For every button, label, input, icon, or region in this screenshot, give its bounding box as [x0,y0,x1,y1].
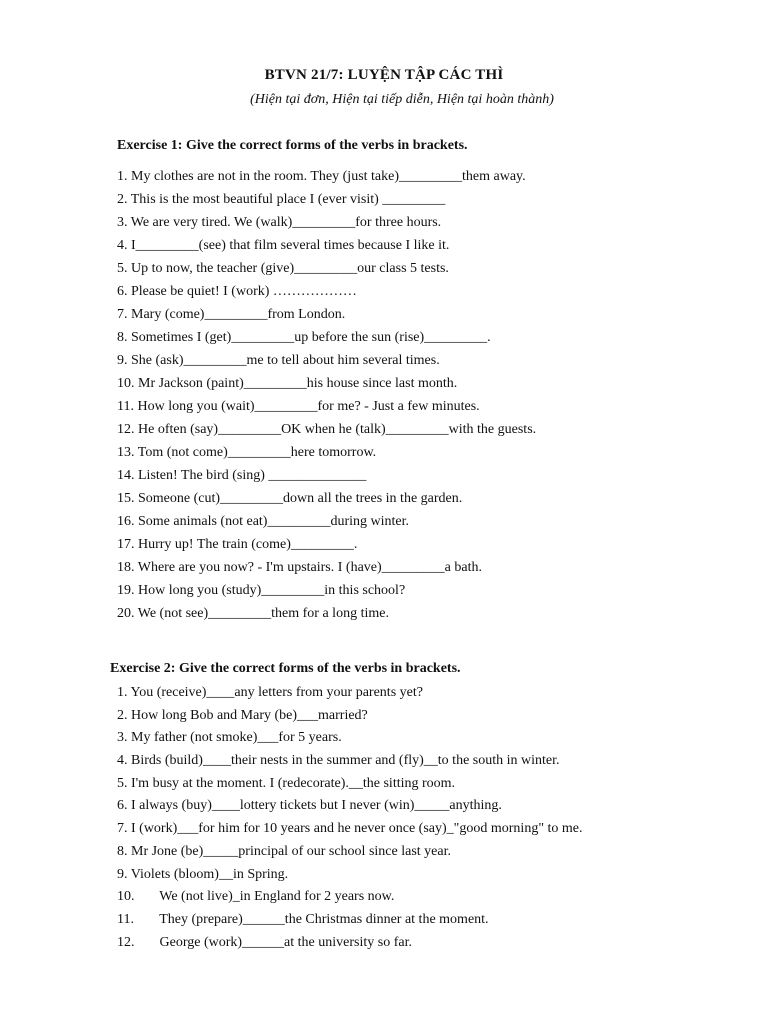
exercise-item [117,911,583,934]
item-text: I always (buy)____lottery tickets but I never (win)_____anything. [131,798,502,814]
item-text: How long you (wait)_________for me? - Just a few minutes. [137,399,480,414]
exercise-item [117,260,536,283]
item-text: Where are you now? - I'm upstairs. I (have)_________a bath. [137,560,482,575]
exercise-item [117,421,536,444]
item-number: 6. [117,284,128,299]
exercise-item [117,605,536,628]
exercise-item [117,559,536,582]
exercise-item [117,820,583,843]
item-text: My father (not smoke)___for 5 years. [131,730,342,746]
exercise-item [117,214,536,237]
exercise-item [117,536,536,559]
exercise-item [117,352,536,375]
item-number: 8. [117,843,128,859]
item-number: 5. [117,261,128,276]
item-number: 15. [117,491,135,506]
item-number: 3. [117,215,128,230]
exercise-item [117,729,583,752]
item-text: Hurry up! The train (come)_________. [138,537,358,552]
item-text: Mr Jackson (paint)_________his house since last month. [138,376,458,391]
item-text: You (receive)____any letters from your parents yet? [130,685,423,700]
exercise-item [117,398,536,421]
item-text: My clothes are not in the room. They (just take)_________them away. [131,169,526,184]
item-text: I_________(see) that film several times because I like it. [131,238,450,253]
item-number: 12. [117,934,135,950]
item-text: We (not live)_in England for 2 years now. [159,889,395,905]
item-number: 6. [117,798,128,814]
item-text: George (work)______at the university so far. [159,934,412,950]
item-text: Birds (build)____their nests in the summer and (fly)__to the south in winter. [131,753,560,769]
item-number: 1. [117,169,128,184]
item-number: 18. [117,560,135,575]
exercise-item [117,283,536,306]
item-text: We are very tired. We (walk)_________for three hours. [130,215,442,230]
item-text: I (work)___for him for 10 years and he never once (say)_"good morning" to me. [131,821,583,837]
item-text: Please be quiet! I (work) ……………… [131,284,357,299]
item-text: Someone (cut)_________down all the trees in the garden. [138,491,463,506]
item-number: 8. [117,330,128,345]
item-number: 20. [117,606,135,621]
exercise-item [117,707,583,730]
exercise-item [117,934,583,957]
item-number: 10. [117,889,135,905]
item-number: 19. [117,583,135,598]
item-number: 2. [117,707,128,723]
item-number: 7. [117,821,128,837]
item-number: 2. [117,192,128,207]
item-text: Listen! The bird (sing) ______________ [138,468,367,483]
exercise-item [117,444,536,467]
item-text: This is the most beautiful place I (ever visit) _________ [130,192,446,207]
item-number: 11. [117,399,134,414]
item-text: How long you (study)_________in this school? [138,583,406,598]
item-number: 11. [117,911,134,927]
exercise-item [117,513,536,536]
item-text: Tom (not come)_________here tomorrow. [137,445,377,460]
exercise-item [117,329,536,352]
exercise-item [117,582,536,605]
exercise-item [117,490,536,513]
exercise-item [117,888,583,911]
item-number: 17. [117,537,135,552]
item-text: She (ask)_________me to tell about him several times. [131,353,440,368]
exercise-item [117,797,583,820]
exercise-1-heading: Exercise 1: Give the correct forms of the verbs in brackets. [117,138,468,153]
item-text: How long Bob and Mary (be)___married? [131,707,368,723]
item-text: I'm busy at the moment. I (redecorate).__the sitting room. [131,775,456,791]
item-number: 14. [117,468,135,483]
exercise-2-list [117,684,583,956]
exercise-item [117,237,536,260]
item-number: 10. [117,376,135,391]
item-number: 4. [117,753,128,769]
exercise-item [117,467,536,490]
exercise-item [117,866,583,889]
item-number: 12. [117,422,135,437]
item-number: 5. [117,775,128,791]
item-text: Mary (come)_________from London. [131,307,346,322]
item-number: 9. [117,866,128,882]
page-subtitle: (Hiện tại đơn, Hiện tại tiếp diễn, Hiện tại hoàn thành) [250,92,554,107]
item-number: 13. [117,445,135,460]
exercise-item [117,684,583,707]
item-text: Sometimes I (get)_________up before the sun (rise)_________. [131,330,491,345]
exercise-item [117,843,583,866]
item-text: Some animals (not eat)_________during winter. [138,514,410,529]
item-text: They (prepare)______the Christmas dinner at the moment. [159,911,489,927]
item-number: 1. [117,685,128,700]
exercise-item [117,752,583,775]
item-text: He often (say)_________OK when he (talk)_________with the guests. [138,422,537,437]
exercise-2-heading: Exercise 2: Give the correct forms of the verbs in brackets. [110,661,461,676]
item-text: Violets (bloom)__in Spring. [130,866,289,882]
exercise-item [117,306,536,329]
exercise-item [117,375,536,398]
exercise-1-list [117,168,536,628]
item-number: 7. [117,307,128,322]
item-text: Mr Jone (be)_____principal of our school since last year. [131,843,451,859]
exercise-item [117,775,583,798]
page-title: BTVN 21/7: LUYỆN TẬP CÁC THÌ [264,67,504,83]
item-number: 4. [117,238,128,253]
exercise-item [117,191,536,214]
item-number: 9. [117,353,128,368]
item-text: We (not see)_________them for a long time. [137,606,389,621]
item-text: Up to now, the teacher (give)_________our class 5 tests. [131,261,449,276]
exercise-item [117,168,536,191]
item-number: 16. [117,514,135,529]
item-number: 3. [117,730,128,746]
